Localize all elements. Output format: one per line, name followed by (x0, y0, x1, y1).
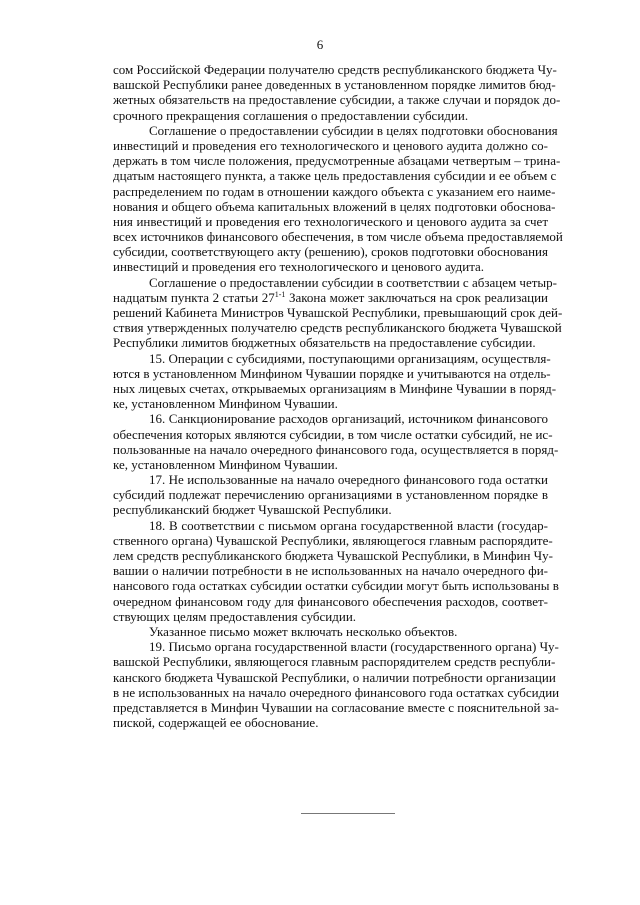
text-line: 19. Письмо органа государственной власти (государственного органа) Чу- (149, 639, 559, 655)
text-line: инвестиций и проведения его технологического и ценового аудита должно со- (113, 137, 548, 153)
text-line: субсидий подлежат перечислению организациями в установленном порядке в (113, 487, 548, 503)
text-line: ных лицевых счетах, открываемых организациям в Минфине Чувашии в поряд- (113, 380, 557, 396)
text-line: пользованные на начало очередного финансового года, осуществляется в поряд- (113, 441, 559, 457)
text-line: дцатым настоящего пункта, а также цель предоставления субсидии и ее объем с (113, 168, 557, 184)
text-line: надцатым пункта 2 статьи 27$^{1-1}$ Закона может заключаться на срок реализации (113, 289, 548, 305)
text-line: срочного прекращения соглашения о предоставлении субсидии. (113, 107, 469, 123)
text-line: сом Российской Федерации получателю средств республиканского бюджета Чу- (113, 62, 557, 77)
text-line: Соглашение о предоставлении субсидии в соответствии с абзацем четыр- (149, 274, 557, 290)
text-line: Соглашение о предоставлении субсидии в целях подготовки обоснования (149, 122, 558, 138)
text-line: представляется в Минфин Чувашии на согласование вместе с пояснительной за- (113, 699, 559, 715)
text-line: жетных обязательств на предоставление субсидии, а также случаи и порядок до- (113, 92, 561, 108)
superscript: 1-1 (274, 289, 286, 299)
text-line: пиской, содержащей ее обоснование. (113, 715, 319, 731)
text-line: нования и общего объема капитальных вложений в целях подготовки обоснова- (113, 198, 556, 214)
text-line: обеспечения которых являются субсидии, в том числе остатки субсидий, не ис- (113, 426, 553, 442)
text-line: нансового года остатках субсидии остатки субсидии могут быть использованы в (113, 578, 559, 594)
text-line: лем средств республиканского бюджета Чувашской Республики, в Минфин Чу- (113, 548, 553, 563)
text-line: Указанное письмо может включать несколько объектов. (149, 623, 458, 639)
text-line: ются в установленном Минфином Чувашии порядке и учитываются на отдель- (113, 365, 551, 381)
text-line: вашии о наличии потребности в не использованных на начало очередного фи- (113, 563, 548, 579)
text-line: 15. Операции с субсидиями, поступающими организациям, осуществля- (149, 350, 551, 366)
text-line: ствующих целям предоставления субсидии. (113, 608, 357, 624)
text-line: держать в том числе положения, предусмотренные абзацами четвертым – трина- (113, 153, 561, 169)
text-line: канского бюджета Чувашской Республики, о наличии потребности организации (113, 669, 556, 685)
text-line: субсидии, соответствующего акту (решению), сроков подготовки обоснования (113, 244, 548, 260)
document-body (113, 62, 563, 731)
text-line: всех источников финансового обеспечения, в том числе объема предоставляемой (113, 229, 563, 245)
text-line: 17. Не использованные на начало очередного финансового года остатки (149, 472, 548, 488)
text-line: 16. Санкционирование расходов организаций, источником финансового (149, 411, 548, 427)
text-line: решений Кабинета Министров Чувашской Республики, превышающий срок дей- (113, 305, 563, 320)
text-line: в не использованных на начало очередного финансового года остатках субсидии (113, 684, 560, 700)
footer-rule (301, 813, 395, 814)
text-line: инвестиций и проведения его технологического и ценового аудита. (113, 259, 485, 275)
text-line: ния инвестиций и проведения его технологического и ценового аудита за счет (113, 213, 548, 229)
text-line: Республики лимитов бюджетных обязательств на предоставление субсидии. (113, 335, 536, 351)
text-line: ке, установленном Минфином Чувашии. (113, 396, 338, 412)
text-line: вашской Республики, являющегося главным распорядителем средств республи- (113, 654, 556, 670)
text-line: ке, установленном Минфином Чувашии. (113, 456, 338, 472)
text-line: ствия утвержденных получателю средств республиканского бюджета Чувашской (113, 320, 562, 336)
text-line: очередном финансовом году для финансового обеспечения расходов, соответ- (113, 593, 548, 609)
text-line: вашской Республики ранее доведенных в установленном порядке лимитов бюд- (113, 77, 556, 93)
page-number: 6 (316, 37, 324, 52)
text-line: ственного органа) Чувашской Республики, являющегося главным распорядите- (113, 532, 553, 548)
text-line: 18. В соответствии с письмом органа государственной власти (государ- (149, 517, 548, 533)
text-line: республиканский бюджет Чувашской Республики. (113, 502, 392, 518)
text-line: распределением по годам в отношении каждого объекта с указанием его наиме- (113, 183, 556, 199)
